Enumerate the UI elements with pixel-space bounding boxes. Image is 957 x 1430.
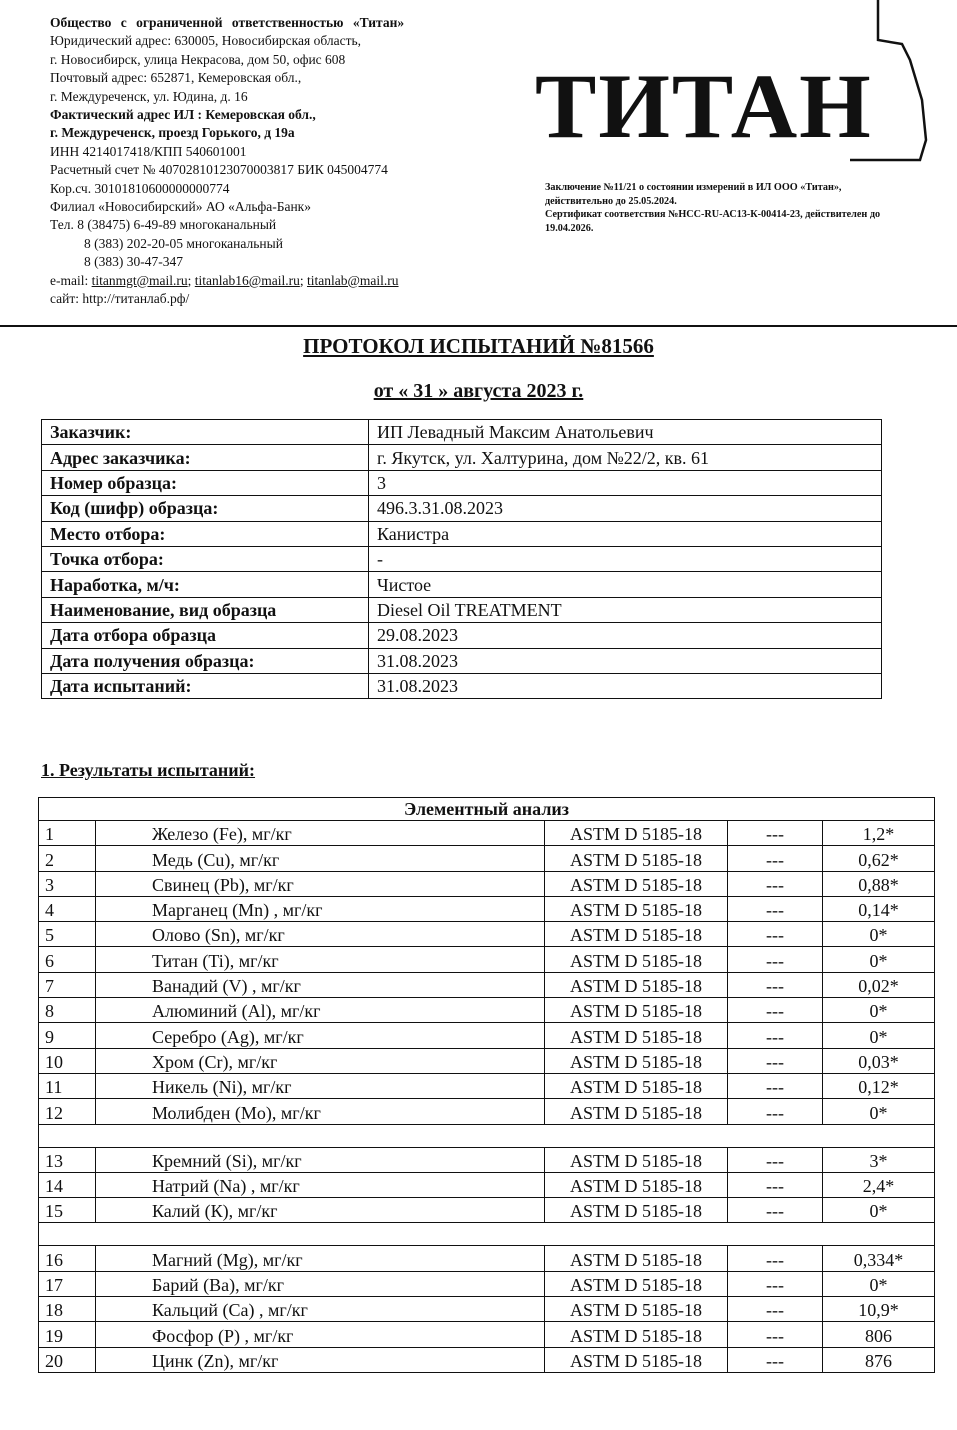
- info-row: [42, 572, 882, 597]
- element-name: Никель (Ni), мг/кг: [96, 1073, 545, 1098]
- logo-frame-icon: [830, 0, 940, 170]
- result-value: 0*: [823, 998, 935, 1023]
- info-value: 31.08.2023: [369, 648, 882, 673]
- result-value: 2,4*: [823, 1172, 935, 1197]
- requisite-line: Филиал «Новосибирский» АО «Альфа-Банк»: [50, 199, 311, 215]
- row-number: 4: [39, 896, 96, 921]
- element-name: Олово (Sn), мг/кг: [96, 922, 545, 947]
- norm-dash: ---: [728, 1271, 823, 1296]
- test-method: ASTM D 5185-18: [545, 1172, 728, 1197]
- norm-dash: ---: [728, 1246, 823, 1271]
- sample-info-table: [41, 419, 882, 699]
- address-line: г. Междуреченск, ул. Юдина, д. 16: [50, 88, 248, 104]
- element-name: Натрий (Na) , мг/кг: [96, 1172, 545, 1197]
- norm-dash: ---: [728, 871, 823, 896]
- test-method: ASTM D 5185-18: [545, 1099, 728, 1124]
- info-label: Место отбора:: [42, 521, 369, 546]
- info-label: Наработка, м/ч:: [42, 572, 369, 597]
- test-method: ASTM D 5185-18: [545, 972, 728, 997]
- norm-dash: ---: [728, 1322, 823, 1347]
- result-value: 806: [823, 1322, 935, 1347]
- element-name: Цинк (Zn), мг/кг: [96, 1347, 545, 1372]
- company-name: Общество с ограниченной ответственностью «Титан»: [50, 15, 405, 30]
- result-row: [39, 821, 935, 846]
- result-value: 1,2*: [823, 821, 935, 846]
- test-method: ASTM D 5185-18: [545, 1198, 728, 1223]
- phone-line: Тел. 8 (38475) 6-49-89 многоканальный: [50, 217, 277, 233]
- norm-dash: ---: [728, 1023, 823, 1048]
- group-separator-row: [39, 1223, 935, 1246]
- certificate-line: 19.04.2026.: [545, 222, 594, 234]
- info-label: Номер образца:: [42, 470, 369, 495]
- address-line: г. Новосибирск, улица Некрасова, дом 50, офис 608: [50, 51, 346, 67]
- info-row: [42, 597, 882, 622]
- norm-dash: ---: [728, 1147, 823, 1172]
- test-method: ASTM D 5185-18: [545, 1147, 728, 1172]
- row-number: 20: [39, 1347, 96, 1372]
- email-label: e-mail:: [50, 272, 92, 288]
- info-row: [42, 623, 882, 648]
- element-name: Свинец (Pb), мг/кг: [96, 871, 545, 896]
- group-separator-row: [39, 1124, 935, 1147]
- email-line: e-mail: titanmgt@mail.ru; titanlab16@mail.ru; titanlab@mail.ru: [50, 272, 399, 288]
- norm-dash: ---: [728, 947, 823, 972]
- phone-line: 8 (383) 30-47-347: [84, 254, 183, 270]
- info-label: Наименование, вид образца: [42, 597, 369, 622]
- element-name: Калий (К), мг/кг: [96, 1198, 545, 1223]
- info-label: Дата получения образца:: [42, 648, 369, 673]
- element-name: Молибден (Mo), мг/кг: [96, 1099, 545, 1124]
- result-value: 10,9*: [823, 1297, 935, 1322]
- element-name: Ванадий (V) , мг/кг: [96, 972, 545, 997]
- info-value: ИП Левадный Максим Анатольевич: [369, 420, 882, 445]
- info-value: Diesel Oil TREATMENT: [369, 597, 882, 622]
- row-number: 7: [39, 972, 96, 997]
- element-name: Титан (Ti), мг/кг: [96, 947, 545, 972]
- element-name: Фосфор (P) , мг/кг: [96, 1322, 545, 1347]
- test-method: ASTM D 5185-18: [545, 947, 728, 972]
- result-value: 876: [823, 1347, 935, 1372]
- test-method: ASTM D 5185-18: [545, 846, 728, 871]
- row-number: 18: [39, 1297, 96, 1322]
- section-title: 1. Результаты испытаний:: [41, 760, 256, 780]
- info-value: 29.08.2023: [369, 623, 882, 648]
- row-number: 11: [39, 1073, 96, 1098]
- result-value: 0*: [823, 1099, 935, 1124]
- element-name: Хром (Cr), мг/кг: [96, 1048, 545, 1073]
- row-number: 6: [39, 947, 96, 972]
- test-method: ASTM D 5185-18: [545, 1023, 728, 1048]
- test-method: ASTM D 5185-18: [545, 998, 728, 1023]
- info-row: [42, 673, 882, 698]
- result-row: [39, 1347, 935, 1372]
- address-line: Почтовый адрес: 652871, Кемеровская обл.,: [50, 70, 302, 86]
- row-number: 19: [39, 1322, 96, 1347]
- result-value: 0*: [823, 922, 935, 947]
- info-row: [42, 546, 882, 571]
- test-method: ASTM D 5185-18: [545, 1347, 728, 1372]
- result-row: [39, 1048, 935, 1073]
- info-row: [42, 445, 882, 470]
- company-requisites: [50, 14, 520, 309]
- norm-dash: ---: [728, 846, 823, 871]
- group-separator: [39, 1124, 935, 1147]
- email-link[interactable]: titanlab@mail.ru: [306, 272, 399, 288]
- email-link[interactable]: titanmgt@mail.ru: [91, 272, 188, 288]
- result-row: [39, 972, 935, 997]
- norm-dash: ---: [728, 922, 823, 947]
- row-number: 13: [39, 1147, 96, 1172]
- element-name: Кремний (Si), мг/кг: [96, 1147, 545, 1172]
- result-row: [39, 1073, 935, 1098]
- company-logo: ТИТАН: [535, 55, 873, 157]
- result-row: [39, 1271, 935, 1296]
- test-method: ASTM D 5185-18: [545, 1048, 728, 1073]
- result-value: 0*: [823, 1023, 935, 1048]
- row-number: 5: [39, 922, 96, 947]
- certificate-line: Сертификат соответствия №НСС-RU-АС13-К-00414-23, действителен до: [545, 209, 881, 221]
- row-number: 8: [39, 998, 96, 1023]
- test-method: ASTM D 5185-18: [545, 1073, 728, 1098]
- result-row: [39, 1322, 935, 1347]
- lab-address-line: Фактический адрес ИЛ : Кемеровская обл.,: [50, 107, 316, 123]
- requisite-line: Расчетный счет № 40702810123070003817 БИК 045004774: [50, 162, 388, 178]
- info-row: [42, 470, 882, 495]
- result-row: [39, 1198, 935, 1223]
- result-value: 0,02*: [823, 972, 935, 997]
- result-value: 0,12*: [823, 1073, 935, 1098]
- test-method: ASTM D 5185-18: [545, 1246, 728, 1271]
- norm-dash: ---: [728, 998, 823, 1023]
- test-method: ASTM D 5185-18: [545, 871, 728, 896]
- element-name: Кальций (Ca) , мг/кг: [96, 1297, 545, 1322]
- norm-dash: ---: [728, 896, 823, 921]
- info-label: Дата испытаний:: [42, 673, 369, 698]
- result-value: 0,62*: [823, 846, 935, 871]
- info-value: -: [369, 546, 882, 571]
- protocol-title: ПРОТОКОЛ ИСПЫТАНИЙ №81566: [303, 334, 654, 358]
- test-method: ASTM D 5185-18: [545, 1322, 728, 1347]
- result-value: 0,03*: [823, 1048, 935, 1073]
- result-value: 0,88*: [823, 871, 935, 896]
- element-name: Барий (Ba), мг/кг: [96, 1271, 545, 1296]
- results-header-row: [39, 798, 935, 821]
- test-method: ASTM D 5185-18: [545, 896, 728, 921]
- info-row: [42, 420, 882, 445]
- info-value: Канистра: [369, 521, 882, 546]
- result-row: [39, 896, 935, 921]
- element-name: Медь (Cu), мг/кг: [96, 846, 545, 871]
- result-row: [39, 871, 935, 896]
- info-row: [42, 496, 882, 521]
- info-label: Адрес заказчика:: [42, 445, 369, 470]
- info-label: Код (шифр) образца:: [42, 496, 369, 521]
- element-name: Марганец (Mn) , мг/кг: [96, 896, 545, 921]
- test-method: ASTM D 5185-18: [545, 1271, 728, 1296]
- result-value: 0,14*: [823, 896, 935, 921]
- info-value: 3: [369, 470, 882, 495]
- norm-dash: ---: [728, 1073, 823, 1098]
- requisite-line: ИНН 4214017418/КПП 540601001: [50, 143, 247, 159]
- results-table: [38, 797, 935, 1373]
- result-row: [39, 922, 935, 947]
- row-number: 3: [39, 871, 96, 896]
- result-row: [39, 1023, 935, 1048]
- norm-dash: ---: [728, 1099, 823, 1124]
- result-value: 3*: [823, 1147, 935, 1172]
- result-row: [39, 1246, 935, 1271]
- row-number: 17: [39, 1271, 96, 1296]
- result-value: 0,334*: [823, 1246, 935, 1271]
- row-number: 9: [39, 1023, 96, 1048]
- phone-line: 8 (383) 202-20-05 многоканальный: [84, 235, 283, 251]
- lab-address-line: г. Междуреченск, проезд Горького, д 19а: [50, 125, 295, 141]
- result-value: 0*: [823, 1198, 935, 1223]
- result-row: [39, 1297, 935, 1322]
- result-row: [39, 947, 935, 972]
- norm-dash: ---: [728, 1297, 823, 1322]
- element-name: Алюминий (Al), мг/кг: [96, 998, 545, 1023]
- test-method: ASTM D 5185-18: [545, 1297, 728, 1322]
- email-link[interactable]: titanlab16@mail.ru: [194, 272, 300, 288]
- result-row: [39, 1172, 935, 1197]
- result-value: 0*: [823, 947, 935, 972]
- row-number: 1: [39, 821, 96, 846]
- certificate-line: Заключение №11/21 о состоянии измерений в ИЛ ООО «Титан»,: [545, 182, 842, 193]
- element-name: Серебро (Ag), мг/кг: [96, 1023, 545, 1048]
- norm-dash: ---: [728, 1048, 823, 1073]
- info-value: Чистое: [369, 572, 882, 597]
- norm-dash: ---: [728, 1198, 823, 1223]
- info-label: Дата отбора образца: [42, 623, 369, 648]
- info-label: Заказчик:: [42, 420, 369, 445]
- result-row: [39, 1147, 935, 1172]
- requisite-line: Кор.сч. 30101810600000000774: [50, 180, 230, 196]
- results-header: Элементный анализ: [39, 798, 935, 821]
- protocol-date: от « 31 » августа 2023 г.: [373, 380, 584, 402]
- result-value: 0*: [823, 1271, 935, 1296]
- info-value: 496.3.31.08.2023: [369, 496, 882, 521]
- info-value: 31.08.2023: [369, 673, 882, 698]
- element-name: Железо (Fe), мг/кг: [96, 821, 545, 846]
- info-row: [42, 648, 882, 673]
- row-number: 12: [39, 1099, 96, 1124]
- row-number: 14: [39, 1172, 96, 1197]
- test-method: ASTM D 5185-18: [545, 821, 728, 846]
- norm-dash: ---: [728, 821, 823, 846]
- certificate-line: действительно до 25.05.2024.: [545, 195, 677, 207]
- result-row: [39, 846, 935, 871]
- header-divider: [0, 325, 957, 327]
- info-value: г. Якутск, ул. Халтурина, дом №22/2, кв. 61: [369, 445, 882, 470]
- certificate-note: [545, 181, 945, 235]
- norm-dash: ---: [728, 972, 823, 997]
- info-label: Точка отбора:: [42, 546, 369, 571]
- info-row: [42, 521, 882, 546]
- test-method: ASTM D 5185-18: [545, 922, 728, 947]
- row-number: 10: [39, 1048, 96, 1073]
- row-number: 2: [39, 846, 96, 871]
- element-name: Магний (Mg), мг/кг: [96, 1246, 545, 1271]
- norm-dash: ---: [728, 1172, 823, 1197]
- group-separator: [39, 1223, 935, 1246]
- row-number: 16: [39, 1246, 96, 1271]
- row-number: 15: [39, 1198, 96, 1223]
- address-line: Юридический адрес: 630005, Новосибирская область,: [50, 33, 362, 49]
- result-row: [39, 998, 935, 1023]
- norm-dash: ---: [728, 1347, 823, 1372]
- result-row: [39, 1099, 935, 1124]
- site-line: сайт: http://титанлаб.рф/: [50, 291, 190, 307]
